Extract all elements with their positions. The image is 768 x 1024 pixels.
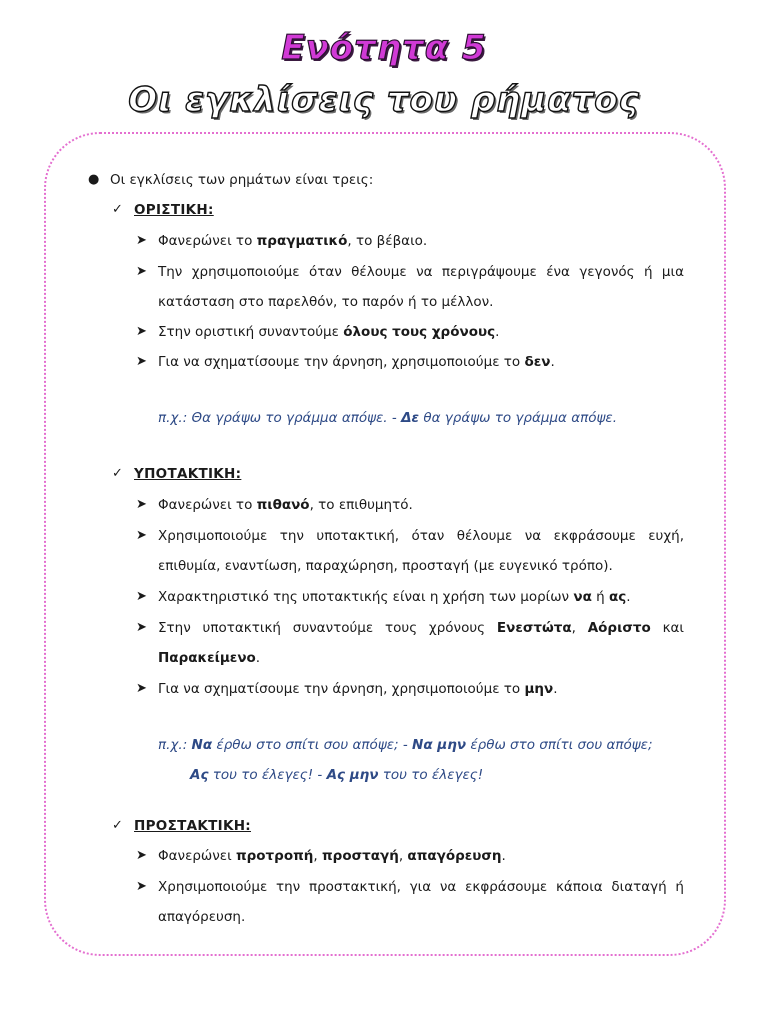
bullet-icon: ●: [88, 172, 100, 187]
arrow-icon: ➤: [136, 589, 147, 604]
oristiki-bullet-1: Φανερώνει το πραγματικό, το βέβαιο.: [158, 233, 428, 249]
ypotaktiki-bullet-2-line-2: επιθυμία, εναντίωση, παραχώρηση, προσταγή (με ευγενικό τρόπο).: [158, 558, 613, 574]
page-subtitle: Οι εγκλίσεις του ρήματος: [128, 80, 640, 120]
prostaktiki-bullet-2-line-1: Χρησιμοποιούμε την προστακτική, για να εκφράσουμε κάποια διαταγή ή: [158, 879, 684, 895]
check-icon: ✓: [112, 202, 123, 217]
heading-oristiki: ΟΡΙΣΤΙΚΗ:: [134, 202, 214, 218]
heading-prostaktiki: ΠΡΟΣΤΑΚΤΙΚΗ:: [134, 818, 251, 834]
check-icon: ✓: [112, 466, 123, 481]
prostaktiki-bullet-1: Φανερώνει προτροπή, προσταγή, απαγόρευση.: [158, 848, 506, 864]
oristiki-example: π.χ.: Θα γράψω το γράμμα απόψε. - Δε θα γράψω το γράμμα απόψε.: [158, 410, 618, 426]
arrow-icon: ➤: [136, 497, 147, 512]
ypotaktiki-example-2: Ας του το έλεγες! - Ας μην του το έλεγες!: [190, 767, 484, 783]
ypotaktiki-example-1: π.χ.: Να έρθω στο σπίτι σου απόψε; - Να μην έρθω στο σπίτι σου απόψε;: [158, 737, 653, 753]
arrow-icon: ➤: [136, 233, 147, 248]
ypotaktiki-bullet-1: Φανερώνει το πιθανό, το επιθυμητό.: [158, 497, 413, 513]
ypotaktiki-bullet-4-line-1: Στην υποτακτική συναντούμε τους χρόνους Ενεστώτα, Αόριστο και: [158, 620, 684, 636]
page-title: Ενότητα 5: [281, 28, 487, 68]
intro-text: Οι εγκλίσεις των ρημάτων είναι τρεις:: [110, 172, 374, 188]
arrow-icon: ➤: [136, 681, 147, 696]
ypotaktiki-bullet-2-line-1: Χρησιμοποιούμε την υποτακτική, όταν θέλουμε να εκφράσουμε ευχή,: [158, 528, 684, 544]
arrow-icon: ➤: [136, 264, 147, 279]
ypotaktiki-bullet-5: Για να σχηματίσουμε την άρνηση, χρησιμοποιούμε το μην.: [158, 681, 558, 697]
arrow-icon: ➤: [136, 848, 147, 863]
oristiki-bullet-4: Για να σχηματίσουμε την άρνηση, χρησιμοποιούμε το δεν.: [158, 354, 555, 370]
heading-ypotaktiki: ΥΠΟΤΑΚΤΙΚΗ:: [134, 466, 242, 482]
oristiki-bullet-2-line-1: Την χρησιμοποιούμε όταν θέλουμε να περιγράψουμε ένα γεγονός ή μια: [158, 264, 684, 280]
check-icon: ✓: [112, 818, 123, 833]
prostaktiki-bullet-2-line-2: απαγόρευση.: [158, 909, 246, 925]
arrow-icon: ➤: [136, 879, 147, 894]
ypotaktiki-bullet-3: Χαρακτηριστικό της υποτακτικής είναι η χρήση των μορίων να ή ας.: [158, 589, 631, 605]
ypotaktiki-bullet-4-line-2: Παρακείμενο.: [158, 650, 261, 666]
oristiki-bullet-3: Στην οριστική συναντούμε όλους τους χρόνους.: [158, 324, 500, 340]
arrow-icon: ➤: [136, 354, 147, 369]
arrow-icon: ➤: [136, 324, 147, 339]
oristiki-bullet-2-line-2: κατάσταση στο παρελθόν, το παρόν ή το μέλλον.: [158, 294, 494, 310]
arrow-icon: ➤: [136, 620, 147, 635]
arrow-icon: ➤: [136, 528, 147, 543]
